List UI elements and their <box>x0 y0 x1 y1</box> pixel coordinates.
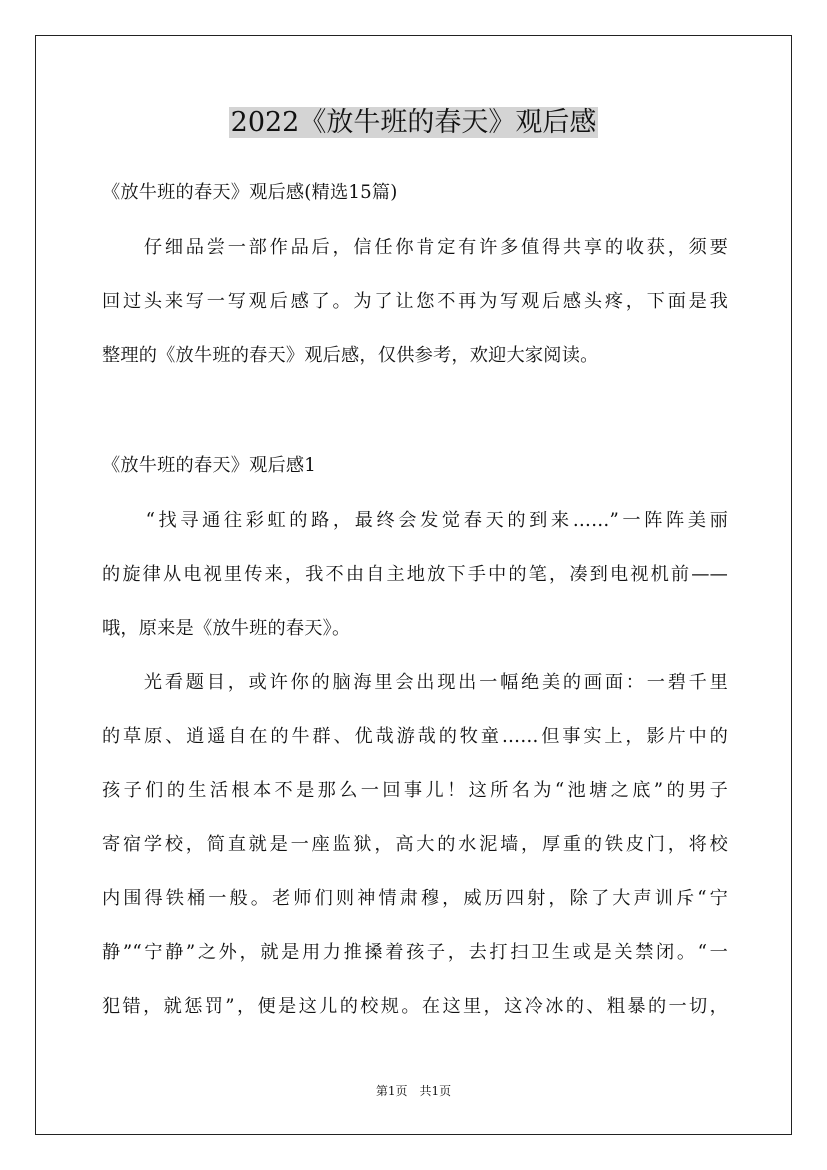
intro-line-2: 回过头来写一写观后感了。为了让您不再为写观后感头疼，下面是我 <box>102 291 728 312</box>
paragraph1-line-3: 哦，原来是《放牛班的春天》。 <box>102 618 351 639</box>
paragraph2-line-6: 静”“宁静”之外，就是用力推搡着孩子，去打扫卫生或是关禁闭。“一 <box>102 942 728 963</box>
paragraph2-line-2: 的草原、逍遥自在的牛群、优哉游哉的牧童……但事实上，影片中的 <box>102 726 728 747</box>
paragraph1-line-1: “找寻通往彩虹的路，最终会发觉春天的到来……”一阵阵美丽 <box>102 510 728 531</box>
section-heading: 《放牛班的春天》观后感1 <box>102 455 317 476</box>
paragraph2-line-5: 内围得铁桶一般。老师们则神情肃穆，威历四射，除了大声训斥“宁 <box>102 888 728 909</box>
intro-line-3: 整理的《放牛班的春天》观后感，仅供参考，欢迎大家阅读。 <box>102 345 599 366</box>
document-title-text: 2022《放牛班的春天》观后感 <box>230 107 597 138</box>
paragraph2-line-4: 寄宿学校，简直就是一座监狱，高大的水泥墙，厚重的铁皮门，将校 <box>102 834 728 855</box>
intro-line-1: 仔细品尝一部作品后，信任你肯定有许多值得共享的收获，须要 <box>102 237 728 258</box>
document-title <box>0 103 827 143</box>
paragraph1-line-2: 的旋律从电视里传来，我不由自主地放下手中的笔，凑到电视机前—— <box>102 564 728 585</box>
page-footer: 第1页 共1页 <box>375 1084 452 1098</box>
paragraph2-line-1: 光看题目，或许你的脑海里会出现出一幅绝美的画面：一碧千里 <box>102 672 728 693</box>
paragraph2-line-7: 犯错，就惩罚”，便是这儿的校规。在这里，这冷冰的、粗暴的一切， <box>102 996 728 1017</box>
document-subtitle: 《放牛班的春天》观后感(精选15篇) <box>102 182 398 203</box>
paragraph2-line-3: 孩子们的生活根本不是那么一回事儿！这所名为“池塘之底”的男子 <box>102 780 728 801</box>
